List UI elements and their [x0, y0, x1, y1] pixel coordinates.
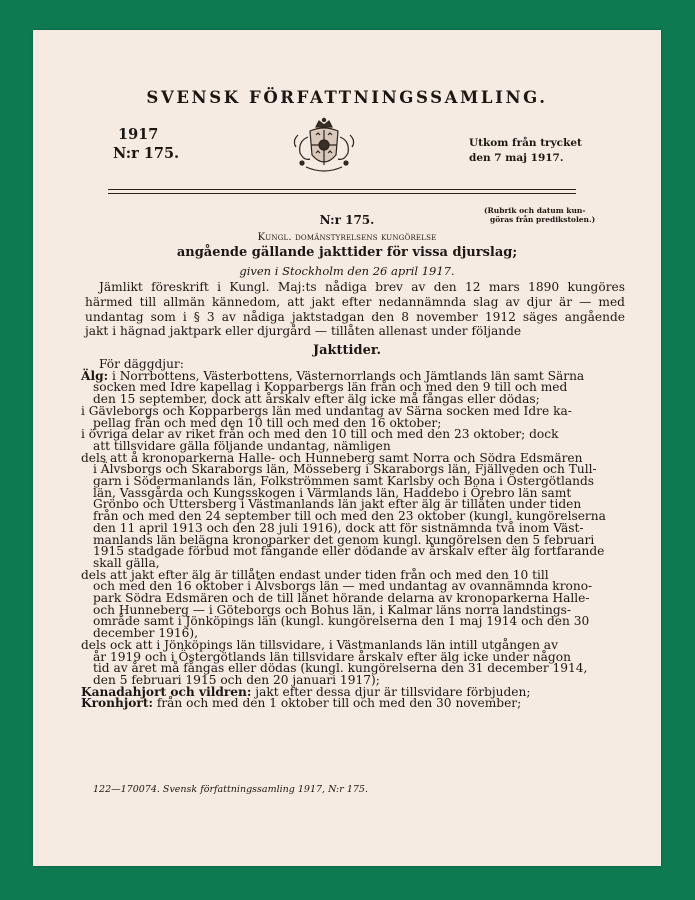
rubrik-note-line-1: (Rubrik och datum kun-	[484, 206, 586, 215]
body-line-text: socken med Idre kapellag i Kopparbergs län från och med den 9 till och med	[93, 380, 568, 395]
species-label: Kanadahjort och vildren:	[81, 684, 252, 699]
body-line-text: dels att å kronoparkerna Halle- och Hunneberg samt Norra och Södra Edsmären	[81, 450, 583, 465]
intro-line: undantag som i § 3 av nådiga jaktstadgan den 8 november 1912 säges angående	[85, 309, 625, 324]
body-line-text: garn i Södermanlands län, Folkströmmen samt Karlsby och Bona i Östergötlands	[93, 474, 595, 489]
issue-number: N:r 175.	[113, 145, 180, 162]
body-line-text: den 5 februari 1915 och den 20 januari 1917);	[93, 672, 380, 687]
rubrik-note	[484, 206, 595, 224]
species-label: Kronhjort:	[81, 696, 153, 711]
body-line-text: i Norrbottens, Västerbottens, Västernorrlands och Jämtlands län samt Särna	[108, 368, 585, 383]
body-line-text: område samt i Jönköpings län (kungl. kungörelserna den 1 maj 1914 och den 30	[93, 614, 590, 629]
body-line-text: från och med den 24 september till och med den 23 oktober (kungl. kungörelserna	[93, 509, 606, 524]
year-number-block	[113, 125, 179, 163]
section-subheading: Jakttider.	[312, 343, 382, 358]
body-line-text: Grönbo och Uttersberg i Västmanlands län jakt efter älg är tillåten under tiden	[93, 497, 582, 512]
species-label: Älg:	[81, 368, 109, 383]
notice-heading: angående gällande jakttider för vissa djurslag;	[176, 245, 518, 260]
intro-paragraph	[85, 280, 625, 339]
body-line-text: dels att jakt efter älg är tillåten endast under tiden från och med den 10 till	[81, 567, 549, 582]
body-line-text: skall gälla,	[93, 555, 160, 570]
intro-line: Jämlikt föreskrift i Kungl. Maj:ts nådiga brev av den 12 mars 1890 kungöres	[99, 280, 625, 294]
body-line-text: i Älvsborgs och Skaraborgs län, Mösseberg i Skaraborgs län, Fjällveden och Tull-	[93, 462, 597, 477]
body-line-text: i Gävleborgs och Kopparbergs län med undantag av Särna socken med Idre ka-	[81, 403, 572, 418]
issuer-text: Kungl. domänstyrelsens kungörelse	[257, 232, 437, 243]
publication-title: SVENSK FÖRFATTNINGSSAMLING.	[146, 88, 548, 107]
body-line-text: den 15 september, dock att årskalv efter älg icke må fångas eller dödas;	[93, 392, 540, 407]
given-line: given i Stockholm den 26 april 1917.	[239, 264, 455, 278]
issuer-line	[33, 232, 661, 243]
body-line-text: park Södra Edsmären och de till länet hörande delarna av kronoparkerna Halle-	[93, 591, 590, 606]
body-line-text: och med den 16 oktober i Älvsborgs län — med undantag av ovannämnda krono-	[93, 579, 593, 594]
body-line-text: dels ock att i Jönköpings län tillsvidare, i Västmanlands län intill utgången av	[81, 637, 558, 652]
page-footer: 122—170074. Svensk författningssamling 1917, N:r 175.	[93, 784, 368, 795]
body-line	[81, 698, 629, 710]
body-line-text: år 1919 och i Östergötlands län tillsvidare årskalv efter älg icke under någon	[93, 649, 571, 664]
published-date-block	[469, 136, 582, 166]
royal-coat-of-arms-icon	[286, 115, 362, 175]
published-line-2: den 7 maj 1917.	[469, 152, 564, 164]
intro-line: jakt i hägnad jaktpark eller djurgård — tillåten allenast under följande	[85, 324, 522, 339]
body-line-text: i övriga delar av riket från och med den 10 till och med den 23 oktober; dock	[81, 427, 559, 442]
year: 1917	[118, 126, 159, 143]
body-line-text: För däggdjur:	[99, 357, 184, 371]
body-line-text: jakt efter dessa djur är tillsvidare förbjuden;	[251, 684, 531, 699]
intro-line: härmed till allmän kännedom, att jakt efter nedannämnda slag av djur är — med	[85, 294, 625, 309]
body-line-text: och Hunneberg — i Göteborgs och Bohus län, i Kalmar läns norra landstings-	[93, 602, 572, 617]
body-line-text: tid av året må fångas eller dödas (kungl. kungörelserna den 31 december 1914,	[93, 661, 588, 676]
body-line-text: pellag från och med den 10 till och med den 16 oktober;	[93, 415, 442, 430]
body-line	[81, 546, 629, 558]
body-line-text: från och med den 1 oktober till och med den 30 november;	[152, 696, 522, 711]
body-line-text: att tillsvidare gälla följande undantag, nämligen	[93, 438, 391, 453]
body-line-text: 1915 stadgade förbud mot fångande eller dödande av årskalv efter älg fortfarande	[93, 544, 605, 559]
body-line-text: den 11 april 1913 och den 28 juli 1916), dock att för sistnämnda två inom Väst-	[93, 520, 584, 535]
body-line-text: län, Vassgårda och Kungsskogen i Värmlands län, Haddebo i Örebro län samt	[93, 485, 572, 500]
header-rule-thin	[108, 193, 576, 194]
document-page	[33, 30, 661, 866]
body-line-text: manlands län belägna kronoparker det genom kungl. kungörelsen den 5 februari	[93, 532, 595, 547]
published-line-1: Utkom från trycket	[469, 137, 582, 149]
rubrik-note-line-2: göras från predikstolen.)	[490, 215, 596, 224]
notice-number: N:r 175.	[319, 213, 375, 227]
body-text	[81, 359, 629, 710]
header-rule-thick	[108, 189, 576, 190]
body-line-text: december 1916),	[93, 626, 198, 641]
